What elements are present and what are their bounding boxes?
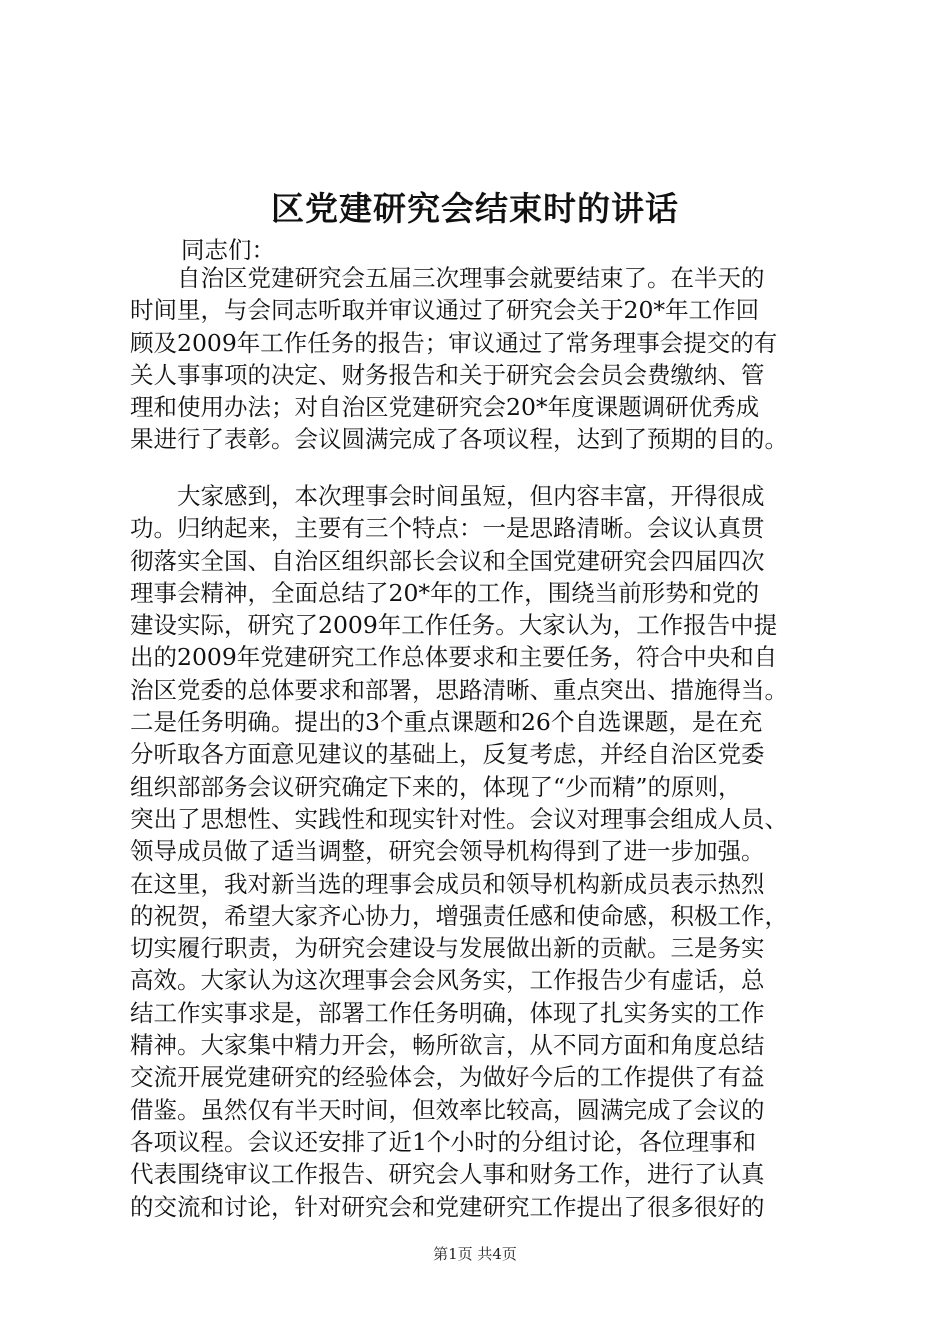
paragraph-line: 自治区党建研究会五届三次理事会就要结束了。在半天的 [130,264,765,292]
paragraph-line: 切实履行职责，为研究会建设与发展做出新的贡献。三是务实 [130,934,765,963]
paragraph-line: 顾及2009年工作任务的报告；审议通过了常务理事会提交的有 [130,328,778,357]
paragraph-line: 代表围绕审议工作报告、研究会人事和财务工作，进行了认真 [130,1160,765,1189]
paragraph-1 [130,262,830,456]
paragraph-line: 理事会精神，全面总结了20*年的工作，围绕当前形势和党的 [130,578,760,607]
greeting-salutation: 同志们： [181,236,275,264]
paragraph-line: 交流开展党建研究的经验体会，为做好今后的工作提供了有益 [130,1063,765,1092]
paragraph-line: 二是任务明确。提出的3个重点课题和26个自选课题，是在充 [130,708,763,737]
paragraph-line: 的祝贺，希望大家齐心协力，增强责任感和使命感，积极工作， [130,901,788,930]
paragraph-line: 果进行了表彰。会议圆满完成了各项议程，达到了预期的目的。 [130,425,788,454]
paragraph-line: 理和使用办法；对自治区党建研究会20*年度课题调研优秀成 [130,393,760,422]
paragraph-line: 出的2009年党建研究工作总体要求和主要任务，符合中央和自 [130,643,778,672]
paragraph-line: 彻落实全国、自治区组织部长会议和全国党建研究会四届四次 [130,546,765,575]
paragraph-line: 结工作实事求是，部署工作任务明确，体现了扎实务实的工作 [130,998,765,1027]
paragraph-line: 时间里，与会同志听取并审议通过了研究会关于20*年工作回 [130,296,760,325]
paragraph-line: 治区党委的总体要求和部署，思路清晰、重点突出、措施得当。 [130,675,788,704]
paragraph-line: 在这里，我对新当选的理事会成员和领导机构新成员表示热烈 [130,869,765,898]
paragraph-line: 精神。大家集中精力开会，畅所欲言，从不同方面和角度总结 [130,1031,765,1060]
paragraph-line: 的交流和讨论，针对研究会和党建研究工作提出了很多很好的 [130,1192,765,1221]
page-footer: 第1页 共4页 [433,1245,517,1263]
paragraph-2 [130,480,830,1223]
paragraph-line: 功。归纳起来，主要有三个特点：一是思路清晰。会议认真贯 [130,514,765,543]
paragraph-line: 领导成员做了适当调整，研究会领导机构得到了进一步加强。 [130,837,765,866]
paragraph-line: 大家感到，本次理事会时间虽短，但内容丰富，开得很成 [130,482,765,510]
paragraph-line: 高效。大家认为这次理事会会风务实，工作报告少有虚话，总 [130,966,765,995]
paragraph-line: 分听取各方面意见建议的基础上，反复考虑，并经自治区党委 [130,740,765,769]
paragraph-line: 突出了思想性、实践性和现实针对性。会议对理事会组成人员、 [130,804,788,833]
paragraph-line: 关人事事项的决定、财务报告和关于研究会会员会费缴纳、管 [130,360,765,389]
paragraph-line: 借鉴。虽然仅有半天时间，但效率比较高，圆满完成了会议的 [130,1095,765,1124]
paragraph-line: 各项议程。会议还安排了近1个小时的分组讨论，各位理事和 [130,1127,756,1156]
document-title: 区党建研究会结束时的讲话 [271,189,679,228]
paragraph-line: 组织部部务会议研究确定下来的，体现了“少而精”的原则， [130,772,742,801]
paragraph-line: 建设实际，研究了2009年工作任务。大家认为，工作报告中提 [130,611,778,640]
